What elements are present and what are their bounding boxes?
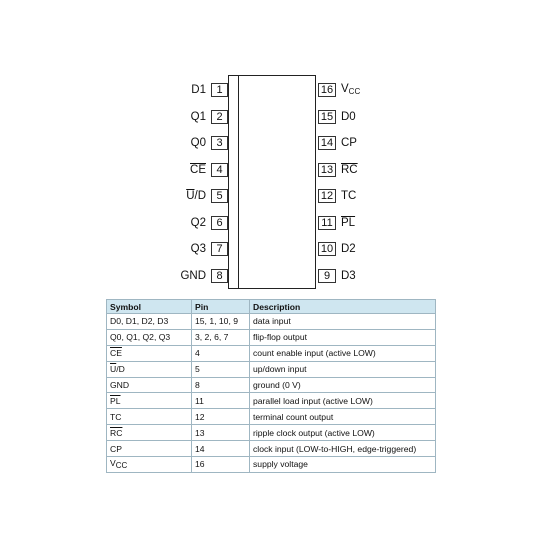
cell-description: parallel load input (active LOW) <box>250 393 436 409</box>
cell-symbol-main: V <box>110 458 116 469</box>
table-row <box>107 345 436 361</box>
cell-symbol: D0, D1, D2, D3 <box>107 314 192 330</box>
cell-description: clock input (LOW-to-HIGH, edge-triggered) <box>250 441 436 457</box>
pin-3 <box>191 135 228 151</box>
header-symbol: Symbol <box>107 300 192 314</box>
cell-pin: 11 <box>192 393 250 409</box>
cell-symbol <box>107 361 192 377</box>
pin-number: 14 <box>318 136 336 150</box>
cell-symbol: $\overline{RC}$ <box>107 425 192 441</box>
pin-number: 1 <box>211 83 228 97</box>
pin-number: 8 <box>211 269 228 283</box>
pin-8 <box>180 268 228 284</box>
header-description: Description <box>250 300 436 314</box>
cell-symbol-rest: /D <box>116 364 125 375</box>
pin-number: 11 <box>318 216 336 230</box>
pin-number: 6 <box>211 216 228 230</box>
pin-number: 12 <box>318 189 336 203</box>
pin-13 <box>318 162 358 178</box>
pin-label: Q1 <box>190 110 206 123</box>
table-row <box>107 457 436 473</box>
table-row <box>107 329 436 345</box>
pin-number: 13 <box>318 163 336 177</box>
table-row <box>107 409 436 425</box>
cell-symbol: GND <box>107 377 192 393</box>
cell-symbol: Q0, Q1, Q2, Q3 <box>107 329 192 345</box>
pin-label-up: $\overline{U}$ <box>186 190 195 202</box>
table-row <box>107 425 436 441</box>
pin-label: D2 <box>341 243 356 255</box>
pin-label: GND <box>180 269 206 282</box>
ic-package-body <box>228 75 316 289</box>
pin-10 <box>318 241 356 257</box>
pin-number: 7 <box>211 242 228 256</box>
cell-pin: 13 <box>192 425 250 441</box>
pin-11 <box>318 215 355 231</box>
pin1-indicator-line <box>238 76 239 288</box>
cell-pin: 3, 2, 6, 7 <box>192 329 250 345</box>
pin-label: CP <box>341 137 357 149</box>
table-row <box>107 393 436 409</box>
pin-number: 4 <box>211 163 228 177</box>
cell-description: count enable input (active LOW) <box>250 345 436 361</box>
cell-symbol-up: $\overline{U}$ <box>110 364 117 375</box>
pin-label: $\overline{RC}$ <box>341 163 358 176</box>
cell-pin: 12 <box>192 409 250 425</box>
pin-number: 5 <box>211 189 228 203</box>
pin-label: TC <box>341 190 357 202</box>
cell-description: flip-flop output <box>250 329 436 345</box>
table-row <box>107 377 436 393</box>
cell-symbol <box>107 457 192 473</box>
cell-description: supply voltage <box>250 457 436 473</box>
cell-pin: 4 <box>192 345 250 361</box>
cell-symbol: CP <box>107 441 192 457</box>
header-pin: Pin <box>192 300 250 314</box>
pin-number: 10 <box>318 242 336 256</box>
pin-1 <box>191 82 228 98</box>
pin-label <box>186 188 206 204</box>
pin-label: Q3 <box>190 243 206 255</box>
pin-label-sub: CC <box>348 86 361 96</box>
pin-label: $\overline{CE}$ <box>190 163 206 176</box>
cell-description: terminal count output <box>250 409 436 425</box>
pin-label: Q2 <box>190 216 206 229</box>
pin-16 <box>318 82 360 98</box>
table-row <box>107 361 436 377</box>
pin-number: 9 <box>318 269 336 283</box>
pin-14 <box>318 135 357 151</box>
pin-5 <box>186 188 228 204</box>
pin-label: $\overline{PL}$ <box>341 216 356 229</box>
pin-12 <box>318 188 356 204</box>
pin-number: 15 <box>318 110 336 124</box>
table-row <box>107 441 436 457</box>
pin-4 <box>190 162 228 178</box>
cell-symbol: $\overline{PL}$ <box>107 393 192 409</box>
cell-description: ripple clock output (active LOW) <box>250 425 436 441</box>
pin-number: 16 <box>318 83 336 97</box>
pin-description-table <box>106 299 436 473</box>
cell-description: data input <box>250 314 436 330</box>
cell-pin: 8 <box>192 377 250 393</box>
pin-7 <box>191 241 228 257</box>
cell-symbol-sub: CC <box>115 461 128 471</box>
pin-label: D3 <box>341 269 356 282</box>
pin-label-main: V <box>341 82 349 95</box>
pin-15 <box>318 109 356 125</box>
cell-pin: 15, 1, 10, 9 <box>192 314 250 330</box>
cell-symbol: $\overline{CE}$ <box>107 345 192 361</box>
pin-number: 3 <box>211 136 228 150</box>
pin-label: D1 <box>191 84 206 96</box>
pin-label: Q0 <box>190 137 206 149</box>
pin-number: 2 <box>211 110 228 124</box>
cell-symbol: TC <box>107 409 192 425</box>
pin-label <box>341 81 360 100</box>
table-row <box>107 314 436 330</box>
pin-9 <box>318 268 356 284</box>
cell-pin: 16 <box>192 457 250 473</box>
pin-label-rest: /D <box>194 190 206 202</box>
table-header-row <box>107 300 436 314</box>
pin-2 <box>191 109 228 125</box>
pin-6 <box>191 215 228 231</box>
cell-pin: 14 <box>192 441 250 457</box>
cell-description: ground (0 V) <box>250 377 436 393</box>
cell-pin: 5 <box>192 361 250 377</box>
pin-label: D0 <box>341 110 356 123</box>
cell-description: up/down input <box>250 361 436 377</box>
